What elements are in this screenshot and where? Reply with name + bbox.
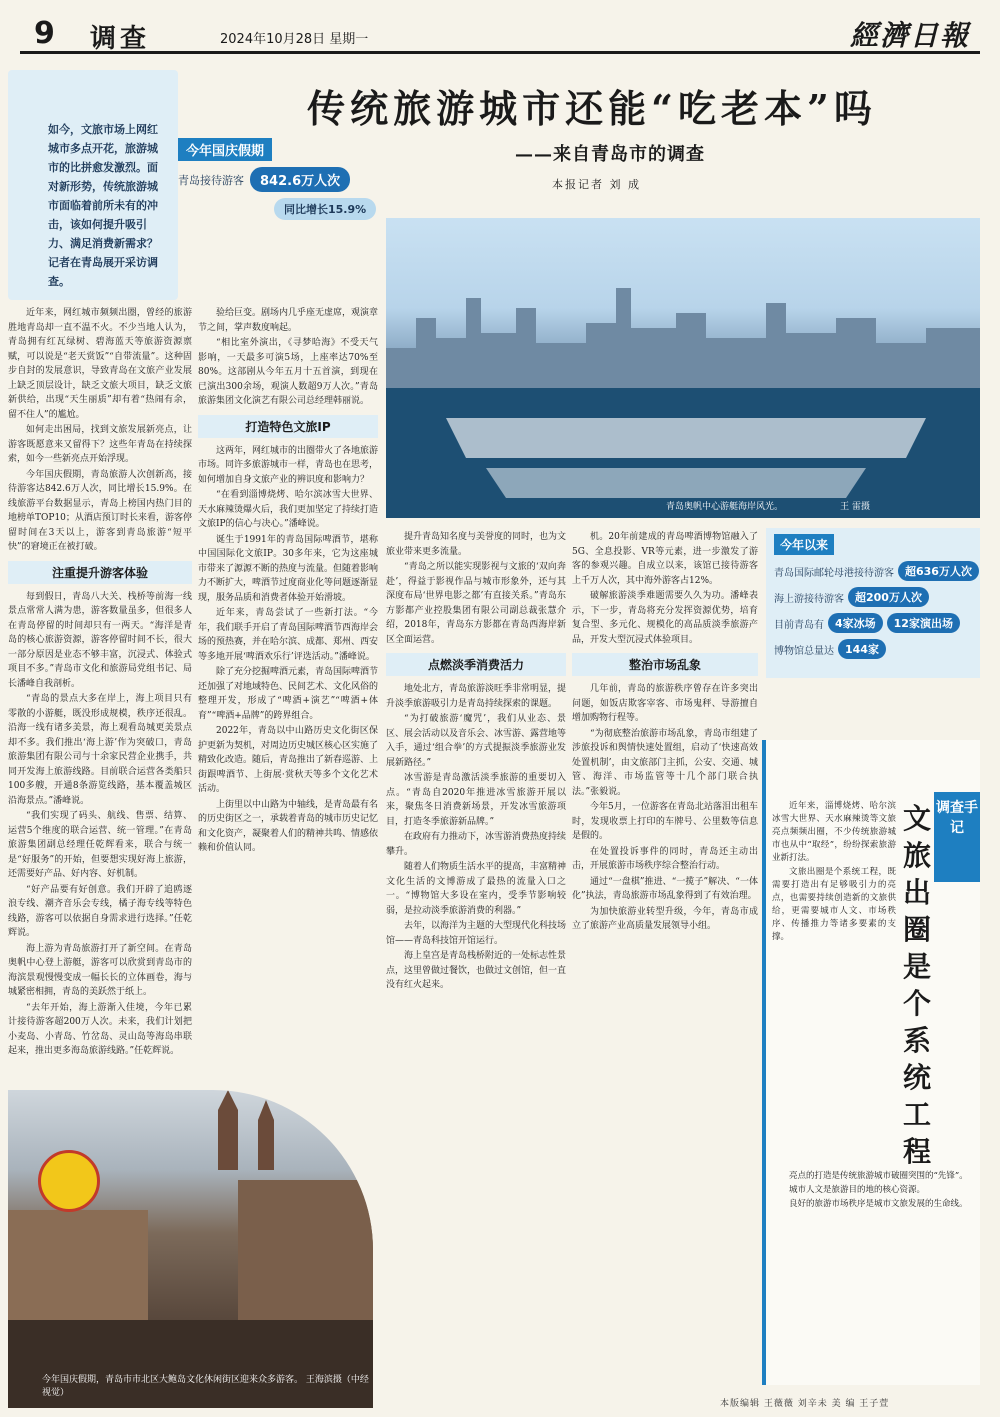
col1-subtitle: 注重提升游客体验 xyxy=(8,561,192,584)
col2-paragraph: 这两年，网红城市的出圈带火了各地旅游市场。同许多旅游城市一样，青岛也在思考，如何增加自身文旅产业的辨识度和影响力？ xyxy=(198,445,378,485)
col4-paragraph: 为加快旅游业转型升级，今年，青岛市成立了旅游产业高质量发展领导小组。 xyxy=(572,906,758,931)
col2-paragraph: 上街里以中山路为中轴线，是青岛最有名的历史街区之一，承载着青岛的城市历史记忆和文化资产，凝聚着人们的精神共鸣、情感依赖和价值认同。 xyxy=(198,799,378,853)
commentary-paragraph: 亮点的打造是传统旅游城市破圈突围的“先锋”。 xyxy=(789,1171,968,1181)
col2-subtitle: 打造特色文旅IP xyxy=(198,415,378,438)
headline: 传统旅游城市还能“吃老本”吗 xyxy=(307,86,877,131)
col3-paragraph: “青岛之所以能实现影视与文旅的‘双向奔赴’，得益于影视作品与城市形象外，还与其深度布局‘世界电影之都’有直接关系。”青岛东方影都产业控股集团有限公司副总裁张慧介绍，2018年，青岛东方影都在青岛西海岸新区全面运营。 xyxy=(386,562,566,645)
holiday-stat-growth: 同比增长15.9% xyxy=(274,198,376,220)
col1-paragraph: 今年国庆假期，青岛旅游人次创新高，接待游客达842.6万人次，同比增长15.9%。在线旅游平台数据显示，青岛上榜国内热门目的地榜单TOP10；从酒店预订时长来看，游客停留时间在3天以上，游客到青岛旅游“短平快”的窘境正在被打破。 xyxy=(8,469,192,552)
col1-paragraph: 如何走出困局，找到文旅发展新亮点，让游客既愿意来又留得下？这些年青岛在持续探索，如今一些新亮点开始浮现。 xyxy=(8,425,192,464)
col3-paragraph: 地处北方，青岛旅游淡旺季非常明显，提升淡季旅游吸引力是青岛持续探索的课题。 xyxy=(386,684,566,709)
ice-rink-stat-value: 4家冰场 xyxy=(828,613,883,633)
commentary-tag: 调查手记 xyxy=(934,792,980,882)
cruise-stat-label: 青岛国际邮轮母港接待游客 xyxy=(774,567,894,579)
article-column-3 xyxy=(386,530,566,1405)
intro-box xyxy=(8,70,178,300)
article-column-2 xyxy=(198,306,378,1086)
col1-paragraph: “去年开始，海上游渐入佳境，今年已累计接待游客超200万人次。未来，我们计划把小麦岛、小青岛、竹岔岛、灵山岛等海岛串联起来，推出更多海岛旅游线路。”任乾辉说。 xyxy=(8,1002,192,1056)
beer-festival-logo xyxy=(38,1150,100,1212)
editor-credits: 本版编辑 王薇薇 刘辛未 美 编 王子萱 xyxy=(720,1399,890,1409)
col2-paragraph: 2022年，青岛以中山路历史文化街区保护更新为契机，对周边历史城区核心区实施了精致化改造。随后，青岛推出了新春巡游、上街跟啤酒节、上街展·赏秋天等多个文化艺术活动。 xyxy=(198,726,378,794)
commentary-paragraph: 城市人文是旅游目的地的核心资源。 xyxy=(789,1185,926,1195)
page-number: 9 xyxy=(34,16,55,51)
street-photo xyxy=(8,1090,373,1408)
theater-stat-value: 12家演出场 xyxy=(887,613,960,633)
col3-paragraph: 冰雪游是青岛激活淡季旅游的重要切入点。“青岛自2020年推进冰雪旅游开展以来，聚焦冬日消费新场景，开发冰雪旅游项目，打造冬季旅游新品牌。” xyxy=(386,773,566,827)
col3-paragraph: “为打破旅游‘魔咒’，我们从业态、景区、展会活动以及音乐会、冰雪游、露营地等入手，通过‘组合拳’的方式提振淡季旅游业发展新路径。” xyxy=(386,714,566,768)
yearly-stat-tag: 今年以来 xyxy=(774,534,834,555)
col2-paragraph: 验给巨变。剧场内几乎座无虚席，观演章节之间，掌声数度响起。 xyxy=(198,308,378,333)
commentary-title: 文旅出圈是个系统工程 xyxy=(902,802,931,1168)
section-title: 调查 xyxy=(90,24,151,54)
col2-paragraph: 诞生于1991年的青岛国际啤酒节，堪称中国国际化文旅IP。30多年来，它为这座城市带来了源源不断的热度与流量。但随着影响力不断扩大，啤酒节过度商业化等问题逐渐显现，服务品质和消费者体验开始滑坡。 xyxy=(198,534,378,603)
col4-paragraph: 机。20年前建成的青岛啤酒博物馆融入了5G、全息投影、VR等元素，进一步激发了游客的参观兴趣。自成立以来，该馆已接待游客上千万人次，其中海外游客占12%。 xyxy=(572,532,758,586)
col1-paragraph: “青岛的景点大多在岸上，海上项目只有零散的小游艇，既没形成规模，秩序还很乱。沿海一线有诸多美景，海上观看岛城更美景点却不多。我们推出‘海上游’作为突破口，青岛旅游集团有限公司与十余家民营企业携手，共同开发海上旅游线路。目前联合运营各类船只100多艘，开通8条游览线路，基本覆盖城区沿海景点。”潘峰说。 xyxy=(8,694,192,806)
col3-paragraph: 去年，以海洋为主题的大型现代化科技场馆——青岛科技馆开馆运行。 xyxy=(386,921,566,946)
cruise-stat-value: 超636万人次 xyxy=(898,561,979,581)
intro-text: 如今，文旅市场上网红城市多点开花，旅游城市的比拼愈发激烈。面对新形势，传统旅游城市面临着前所未有的冲击，该如何提升吸引力、满足消费新需求？记者在青岛展开采访调查。 xyxy=(48,123,158,288)
article-column-4 xyxy=(572,530,758,1405)
col4-paragraph: 破解旅游淡季难题需要久久为功。潘峰表示，下一步，青岛将充分发挥资源优势，培育复合型、多元化、规模化的高品质淡季旅游产品，开发大型沉浸式体验项目。 xyxy=(572,591,758,645)
yearly-stat-panel xyxy=(766,528,980,678)
col4-paragraph: “为彻底整治旅游市场乱象，青岛市组建了涉旅投诉和舆情快速处置组，启动了‘快速高效处置机制’，由文旅部门主抓，公安、交通、城管、海洋、市场监管等十几个部门联合执法。”张毅说。 xyxy=(572,728,758,797)
col1-paragraph: 近年来，网红城市频频出圈，曾经的旅游胜地青岛却一直不温不火。不少当地人认为，青岛拥有红瓦绿树、碧海蓝天等旅游资源禀赋，可以说是“老天赏饭”“自带流量”。这种固步自封的发展意识，导致青岛在文旅产业发展上缺乏顶层设计，缺乏文旅大项目，缺乏文旅新供给，出现“天生丽质”却有着“热闹有余，留不住人”的尴尬。 xyxy=(8,308,192,420)
col2-paragraph: 除了充分挖掘啤酒元素，青岛国际啤酒节还加强了对地域特色、民间艺术、文化风俗的整理开发，形成了“啤酒+演艺”“啤酒+体育”“啤酒+品牌”的跨界组合。 xyxy=(198,667,378,721)
col3-paragraph: 提升青岛知名度与美誉度的同时，也为文旅业带来更多流量。 xyxy=(386,532,566,557)
street-photo-credit: 王海滨摄（中经视觉） xyxy=(42,1375,369,1398)
holiday-stat-label: 青岛接待游客 xyxy=(178,173,244,187)
masthead-logo: 經濟日報 xyxy=(849,19,970,52)
museum-stat-label: 博物馆总量达 xyxy=(774,645,834,657)
col4-paragraph: 今年5月，一位游客在青岛北站落泪出租车时，发现收票上打印的车牌号、公里数等信息是假的。 xyxy=(572,802,758,841)
col3-paragraph: 在政府有力推动下，冰雪游消费热度持续攀升。 xyxy=(386,832,566,857)
col4-paragraph: 几年前，青岛的旅游秩序曾存在许多突出问题，如饭店欺客宰客、市场鬼秤、导游擅自增加购物行程等。 xyxy=(572,684,758,723)
harbor-photo-caption: 青岛奥帆中心游艇海岸风光。 xyxy=(666,502,784,512)
street-graphic xyxy=(8,1090,373,1408)
col1-paragraph: “我们实现了码头、航线、售票、结算、运营5个维度的联合运营、统一管理。”在青岛旅游集团副总经理任乾辉看来，联合与统一是“好服务”的开始，但要想实现好海上旅游，还需要好产品、好内容、好机制。 xyxy=(8,811,192,879)
sea-tour-stat-label: 海上游接待游客 xyxy=(774,593,844,605)
commentary-paragraph: 近年来，淄博烧烤、哈尔滨冰雪大世界、天水麻辣烫等文旅亮点频频出圈，不少传统旅游城市也从中“取经”，纷纷探索旅游业新打法。 xyxy=(772,801,896,863)
page-header xyxy=(20,12,980,54)
subheadline: ——来自青岛市的调查 xyxy=(515,144,705,165)
commentary-paragraph: 文旅出圈是个系统工程，既需要打造出有足够吸引力的亮点，也需要持续创造新的文旅供给，更需要城市人文、市场秩序、传播推力等诸多要素的支撑。 xyxy=(772,867,896,942)
holiday-stat-tag: 今年国庆假期 xyxy=(178,138,272,161)
col4-paragraph: 在处置投诉事件的同时，青岛还主动出击，开展旅游市场秩序综合整治行动。 xyxy=(572,846,758,871)
col4-paragraph: 通过“一盘棋”推进、“一揽子”解决、“一体化”执法，青岛旅游市场乱象得到了有效治理。 xyxy=(572,876,758,901)
skyline-graphic xyxy=(386,278,980,398)
museum-stat-value: 144家 xyxy=(838,639,886,659)
venues-stat-label: 目前青岛有 xyxy=(774,619,824,631)
col3-paragraph: 随着人们物质生活水平的提高，丰富精神文化生活的文博游成了最热的流量入口之一。“博物馆大多设在室内，受季节影响较弱，是拉动淡季旅游消费的利器。” xyxy=(386,862,566,916)
byline: 本报记者 刘 成 xyxy=(552,178,641,191)
harbor-photo xyxy=(386,218,980,518)
col4-subtitle: 整治市场乱象 xyxy=(572,653,758,676)
street-photo-caption: 今年国庆假期，青岛市市北区大鲍岛文化休闲街区迎来众多游客。 王海滨摄（中经视觉） xyxy=(42,1375,369,1398)
commentary-paragraph: 良好的旅游市场秩序是城市文旅发展的生命线。 xyxy=(789,1199,968,1209)
col1-paragraph: 海上游为青岛旅游打开了新空间。在青岛奥帆中心登上游艇，游客可以欣赏到青岛市的海滨景观慢慢变成一幅长长的立体画卷，海与城紧密相拥，青岛的美跃然于纸上。 xyxy=(8,943,192,997)
sea-tour-stat-value: 超200万人次 xyxy=(848,587,929,607)
commentary-text-top xyxy=(772,800,896,1000)
commentary-text-bottom xyxy=(772,1170,976,1390)
col2-paragraph: “相比室外演出，《寻梦哈海》不受天气影响，一天最多可演5场，上座率达70%至80%。这部剧从今年五月十五首演，到现在已演出300余场，观演人数超9万人次。”青岛旅游集团文化演艺有限公司总经理韩丽说。 xyxy=(198,338,378,406)
col3-paragraph: 海上皇宫是青岛栈桥附近的一处标志性景点，这里曾做过餐饮，也做过文创馆，但一直没有红火起来。 xyxy=(386,951,566,990)
holiday-stat-panel xyxy=(178,138,378,218)
harbor-photo-credit: 王 雷摄 xyxy=(840,502,870,512)
col3-subtitle: 点燃淡季消费活力 xyxy=(386,653,566,676)
holiday-stat-value: 842.6万人次 xyxy=(250,167,350,192)
col1-paragraph: “好产品要有好创意。我们开辟了追鸥逐浪专线、潮齐音乐会专线，橘子海专线等特色线路，游客可以依据自身需求进行选择。”任乾辉说。 xyxy=(8,884,192,938)
issue-date: 2024年10月28日 星期一 xyxy=(220,32,369,47)
col1-paragraph: 每到假日，青岛八大关、栈桥等前海一线景点常常人满为患，游客数量虽多，但很多人在青岛停留的时间却只有一两天。“海洋是青岛的核心旅游资源，游客停留时间不长，很大一部分原因是业态不够丰富，沉浸式、体验式项目不多。”青岛市文化和旅游局党组书记、局长潘峰自我剖析。 xyxy=(8,591,192,689)
col2-paragraph: 近年来，青岛尝试了一些新打法。“今年，我们联手开启了青岛国际啤酒节西海岸会场的预热赛，并在哈尔滨、成都、郑州、西安等多地开展‘啤酒欢乐行’评选活动。”潘峰说。 xyxy=(198,608,378,662)
article-column-1 xyxy=(8,306,192,1086)
col2-paragraph: “在看到淄博烧烤、哈尔滨冰雪大世界、天水麻辣烫爆火后，我们更加坚定了持续打造文旅IP的信心与决心。”潘峰说。 xyxy=(198,490,378,529)
